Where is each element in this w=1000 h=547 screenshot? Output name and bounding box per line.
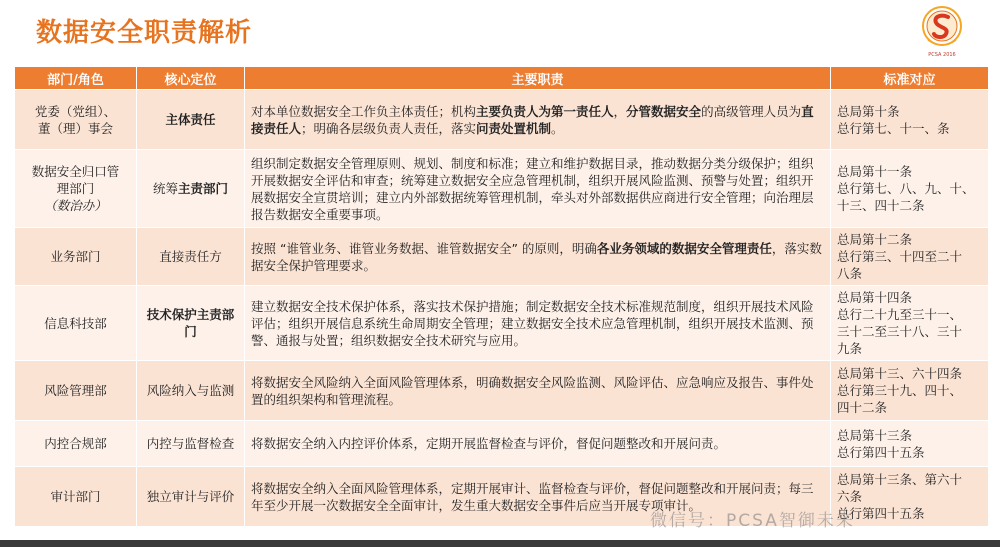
standard-line: 总局第十二条	[837, 232, 913, 247]
duty-text: 按照 “谁管业务、谁管业务数据、谁管数据安全” 的原则，明确	[251, 240, 597, 256]
cell-dept	[15, 150, 137, 228]
role-text: 技术保护主责部门	[146, 307, 235, 339]
cell-standard	[831, 421, 989, 467]
cell-role	[137, 90, 245, 150]
duty-text: 将数据安全风险纳入全面风险管理体系，明确数据安全风险监测、风险评估、应急响应及报告、事件处置的组织架构和管理流程。	[251, 374, 814, 407]
cell-role	[137, 150, 245, 228]
dept-line: 董（理）事会	[37, 120, 113, 136]
table-row	[15, 90, 989, 150]
header-role: 核心定位	[137, 67, 245, 90]
duty-text: 直接责任人	[251, 103, 814, 136]
duty-text: 。	[551, 120, 564, 136]
standard-line: 总局第十三条、第六十	[837, 472, 963, 487]
standard-line: 总行第三、十四至二十	[837, 249, 963, 264]
standard-line: 总局第十四条	[837, 290, 913, 305]
cell-duty	[245, 90, 831, 150]
standard-line: 总行第四十五条	[837, 444, 925, 460]
cell-standard	[831, 361, 989, 421]
dept-line: 数据安全归口管	[31, 164, 120, 179]
duty-text: ，落实数据安全保护管理要求。	[251, 240, 822, 273]
duty-text: ，	[613, 103, 627, 119]
standard-line: 总行第三十九、四十、	[837, 383, 963, 398]
cell-standard	[831, 90, 989, 150]
cell-standard	[831, 286, 989, 361]
duty-text: 将数据安全纳入全面风险管理体系，定期开展审计、监督检查与评价，督促问题整改和开展问责；每三年至少开展一次数据安全全面审计，发生重大数据安全事件后应当开展专项审计。	[251, 480, 814, 513]
cell-dept	[15, 467, 137, 527]
cell-standard	[831, 228, 989, 286]
table-header-row	[15, 67, 989, 90]
role-text: 直接责任方	[159, 249, 222, 264]
duty-text: 问责处置机制	[476, 120, 552, 136]
duty-text: 对本单位数据安全工作负主体责任；机构	[251, 103, 477, 119]
standard-line: 总行第四十五条	[837, 506, 925, 521]
responsibility-table	[14, 66, 989, 527]
role-text: 独立审计与评价	[146, 489, 235, 504]
bottom-bar	[0, 540, 1000, 547]
table-row	[15, 150, 989, 228]
header-duty: 主要职责	[245, 67, 831, 90]
standard-line: 总局第十一条	[837, 164, 913, 179]
dept-line: 信息科技部	[44, 315, 107, 331]
dept-line: 理部门	[56, 181, 95, 196]
standard-line: 总局第十条	[837, 103, 900, 119]
cell-duty	[245, 150, 831, 228]
cell-role	[137, 467, 245, 527]
watermark: 微信号：PCSA智御未来	[650, 511, 855, 531]
logo-text: PCSA 2016	[928, 52, 956, 58]
duty-text: 组织制定数据安全管理原则、规划、制度和标准；建立和维护数据目录，推动数据分类分级保护；组织开展数据安全评估和审查；统筹建立数据安全应急管理机制，组织开展风险监测、预警与处置；组织开展数据安全宣贯培训；建立内外部数据统筹管理机制，牵头对外部数据供应商进行安全管理；向治理层报告数据安全重要事项。	[251, 155, 814, 222]
duty-text: 建立数据安全技术保护体系，落实技术保护措施；制定数据安全技术标准规范制度，组织开展技术风险评估；组织开展信息系统生命周期安全管理；建立数据安全技术应急管理机制，组织开展技术监测、预警、通报与处置；组织数据安全技术研究与应用。	[251, 298, 814, 348]
header-standard: 标准对应	[831, 67, 989, 90]
dept-line: 内控合规部	[44, 436, 107, 451]
standard-line: 三十二至三十八、三十	[837, 324, 963, 339]
duty-text: 主要负责人为第一责任人	[476, 103, 614, 119]
cell-standard	[831, 150, 989, 228]
duty-text: 各业务领域的数据安全管理责任	[596, 240, 772, 256]
table-row	[15, 228, 989, 286]
dept-line: 党委（党组）、	[34, 103, 117, 119]
standard-line: 四十二条	[837, 400, 888, 415]
cell-dept	[15, 421, 137, 467]
role-text: 内控与监督检查	[146, 436, 235, 451]
role-text: 主责部门	[178, 181, 229, 196]
cell-dept	[15, 90, 137, 150]
dept-line: 风险管理部	[44, 383, 107, 398]
cell-role	[137, 228, 245, 286]
dept-note: （数治办）	[44, 198, 107, 213]
cell-duty	[245, 286, 831, 361]
cell-duty	[245, 361, 831, 421]
cell-role	[137, 421, 245, 467]
cell-role	[137, 286, 245, 361]
table-row	[15, 361, 989, 421]
duty-text: 分管数据安全	[626, 103, 702, 119]
role-text: 主体责任	[165, 112, 216, 127]
cell-dept	[15, 286, 137, 361]
table-row	[15, 421, 989, 467]
header-dept: 部门/角色	[15, 67, 137, 90]
standard-line: 总行二十九至三十一、	[837, 307, 963, 322]
standard-line: 九条	[837, 341, 863, 356]
role-text: 统筹	[152, 181, 178, 196]
standard-line: 八条	[837, 266, 863, 281]
dept-line: 业务部门	[50, 249, 101, 264]
cell-dept	[15, 228, 137, 286]
cell-duty	[245, 228, 831, 286]
standard-line: 十三、四十二条	[837, 198, 925, 213]
page-title: 数据安全职责解析	[36, 18, 253, 48]
standard-line: 总行第七、八、九、十、	[837, 181, 975, 196]
table-row	[15, 286, 989, 361]
role-text: 风险纳入与监测	[146, 383, 235, 398]
standard-line: 总局第十三、六十四条	[837, 366, 963, 381]
duty-text: 将数据安全纳入内控评价体系，定期开展监督检查与评价，督促问题整改和开展问责。	[251, 436, 727, 451]
duty-text: 的高级管理人员为	[701, 103, 802, 119]
cell-dept	[15, 361, 137, 421]
standard-line: 总行第七、十一、条	[837, 120, 950, 136]
duty-text: ；明确各层级负责人责任，落实	[301, 120, 477, 136]
standard-line: 总局第十三条	[837, 427, 913, 443]
cell-role	[137, 361, 245, 421]
cell-duty	[245, 421, 831, 467]
standard-line: 六条	[837, 489, 863, 504]
dept-line: 审计部门	[50, 489, 101, 504]
